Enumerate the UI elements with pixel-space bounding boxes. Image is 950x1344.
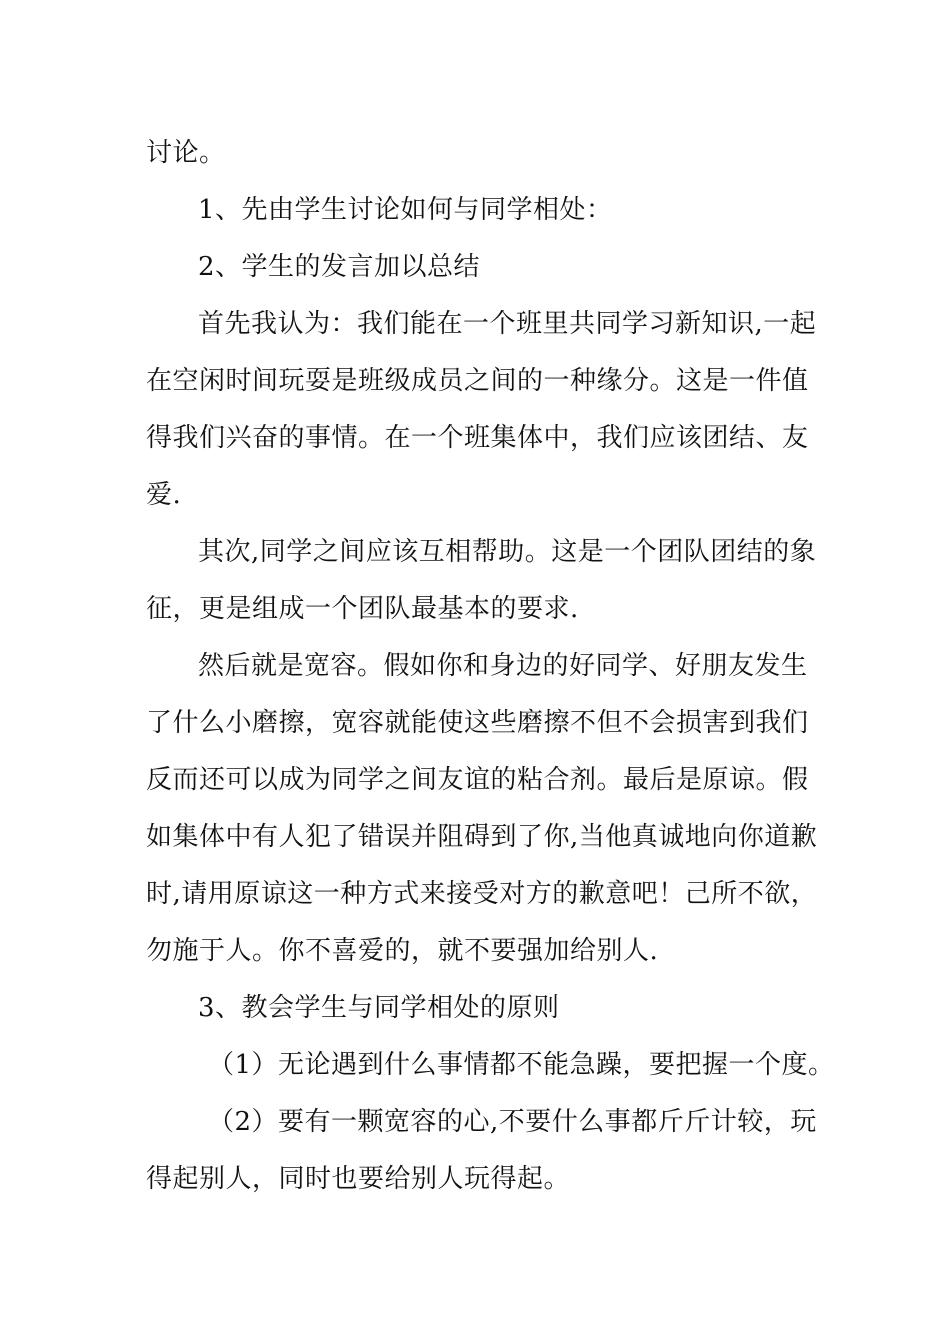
- paragraph-line: 勿施于人。你不喜爱的，就不要强加给别人.: [146, 936, 659, 966]
- paragraph-line: 得起别人，同时也要给别人玩得起。: [146, 1164, 571, 1194]
- list-item-2: 2、学生的发言加以总结: [198, 252, 481, 282]
- paragraph-line: 在空闲时间玩耍是班级成员之间的一种缘分。这是一件值: [146, 366, 809, 396]
- list-item-3: 3、教会学生与同学相处的原则: [198, 993, 560, 1023]
- paragraph-line: 首先我认为：我们能在一个班里共同学习新知识,一起: [198, 309, 817, 339]
- paragraph-line: 爱.: [146, 480, 182, 510]
- list-item-1: 1、先由学生讨论如何与同学相处：: [198, 195, 613, 225]
- paragraph-line: 了什么小磨擦，宽容就能使这些磨擦不但不会损害到我们: [146, 708, 809, 738]
- paragraph-line: 其次,同学之间应该互相帮助。这是一个团队团结的象: [198, 537, 817, 567]
- text-line: 讨论。: [146, 138, 226, 168]
- paragraph-line: 如集体中有人犯了错误并阻碍到了你,当他真诚地向你道歉: [146, 822, 818, 852]
- paragraph-line: 时,请用原谅这一种方式来接受对方的歉意吧！己所不欲，: [146, 879, 818, 909]
- paragraph-line: 征，更是组成一个团队最基本的要求.: [146, 594, 579, 624]
- paragraph-line: 然后就是宽容。假如你和身边的好同学、好朋友发生: [198, 651, 808, 681]
- sub-item-1: （1）无论遇到什么事情都不能急躁，要把握一个度。: [208, 1050, 835, 1080]
- paragraph-line: 得我们兴奋的事情。在一个班集体中，我们应该团结、友: [146, 423, 809, 453]
- paragraph-line: 反而还可以成为同学之间友谊的粘合剂。最后是原谅。假: [146, 765, 809, 795]
- sub-item-2: （2）要有一颗宽容的心,不要什么事都斤斤计较，玩: [208, 1107, 817, 1137]
